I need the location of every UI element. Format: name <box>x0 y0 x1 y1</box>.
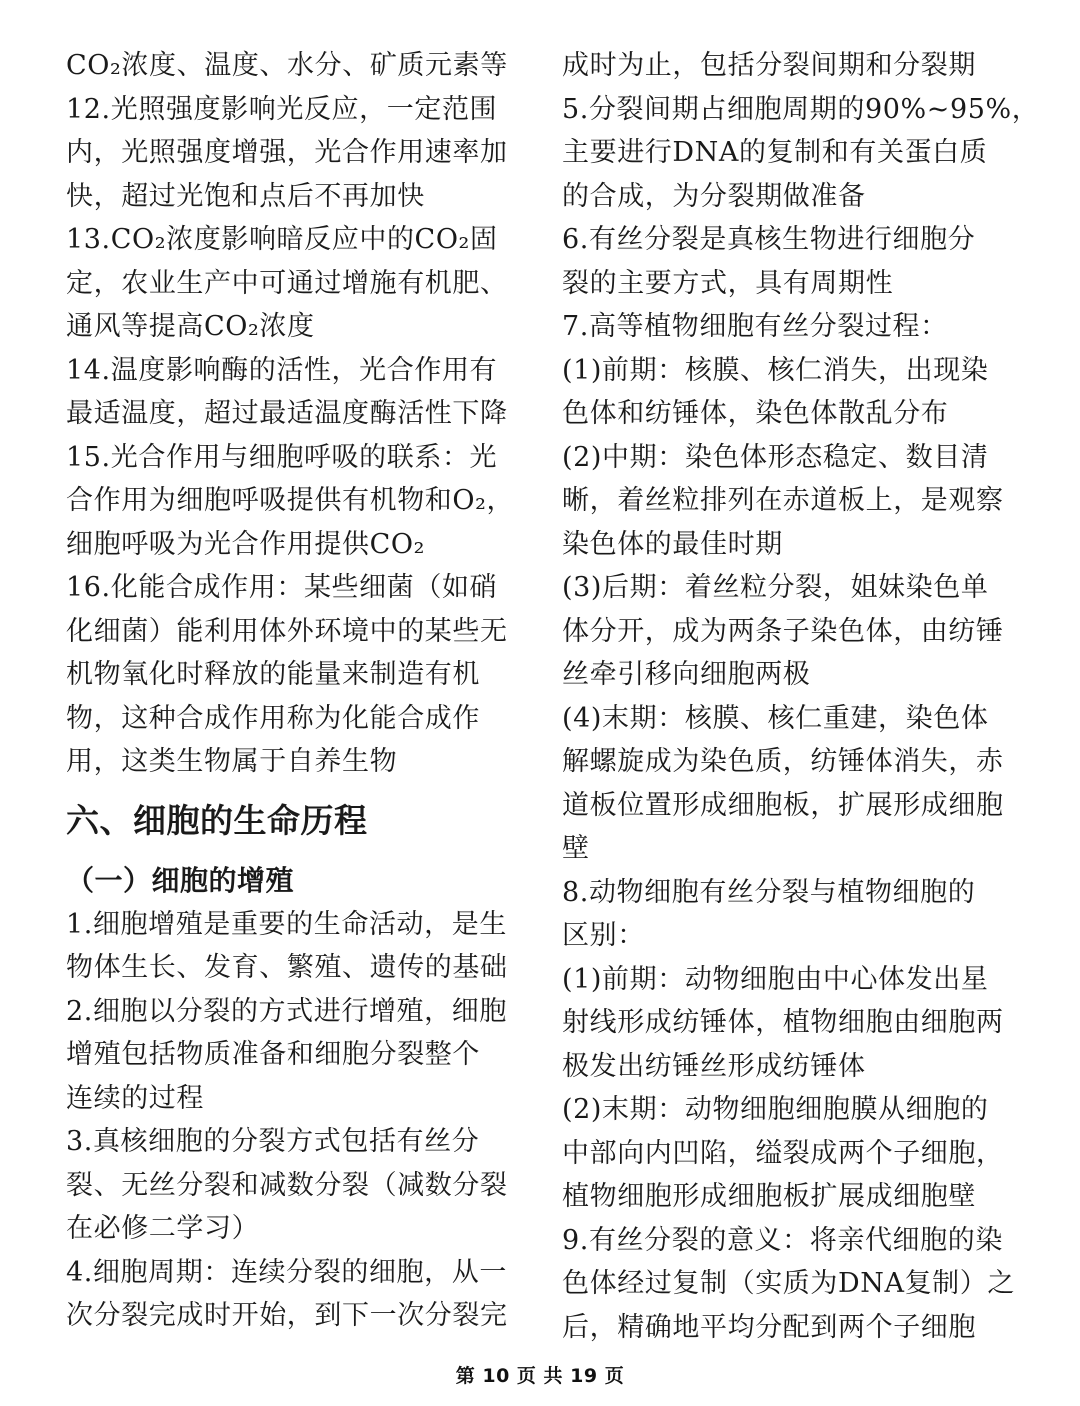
text-line: 快，超过光饱和点后不再加快 <box>66 180 425 212</box>
text-line: 植物细胞形成细胞板扩展成细胞壁 <box>562 1181 976 1212</box>
text-line: 后，精确地平均分配到两个子细胞 <box>562 1311 976 1343</box>
text-line: 合作用为细胞呼吸提供有机物和O₂， <box>66 485 515 516</box>
text-line: 9.有丝分裂的意义：将亲代细胞的染 <box>562 1224 1003 1256</box>
text-line: 用，这类生物属于自养生物 <box>66 746 398 777</box>
page-number: 第 10 页 共 19 页 <box>455 1365 625 1387</box>
text-line: 染色体的最佳时期 <box>562 528 783 560</box>
text-line: 射线形成纺锤体，植物细胞由细胞两 <box>562 1007 1004 1038</box>
text-line: 16.化能合成作用：某些细菌（如硝 <box>66 572 498 603</box>
text-line: 内，光照强度增强，光合作用速率加 <box>66 137 508 168</box>
text-line: 最适温度，超过最适温度酶活性下降 <box>66 398 508 429</box>
text-line: 连续的过程 <box>66 1082 204 1114</box>
text-line: (4)末期：核膜、核仁重建，染色体 <box>562 702 989 734</box>
text-line: (2)末期：动物细胞细胞膜从细胞的 <box>562 1094 989 1125</box>
text-line: 色体和纺锤体，染色体散乱分布 <box>562 398 949 429</box>
text-line: 晰，着丝粒排列在赤道板上，是观察 <box>562 485 1004 516</box>
text-line: 物，这种合成作用称为化能合成作 <box>66 702 480 734</box>
text-line: 1.细胞增殖是重要的生命活动，是生 <box>66 908 507 940</box>
text-line: 在必修二学习） <box>66 1213 260 1244</box>
text-line: 6.有丝分裂是真核生物进行细胞分 <box>562 224 976 255</box>
left-column <box>66 44 528 1338</box>
text-line: 12.光照强度影响光反应，一定范围 <box>66 93 498 125</box>
left-lines-b <box>66 903 528 1338</box>
text-line: 增殖包括物质准备和细胞分裂整个 <box>66 1039 480 1070</box>
text-line: 极发出纺锤丝形成纺锤体 <box>562 1050 866 1082</box>
text-line: 丝牵引移向细胞两极 <box>562 659 811 690</box>
text-line: 色体经过复制（实质为DNA复制）之 <box>562 1268 1015 1299</box>
text-line: 7.高等植物细胞有丝分裂过程： <box>562 311 948 342</box>
text-line: 机物氧化时释放的能量来制造有机 <box>66 659 480 690</box>
text-line: 裂的主要方式，具有周期性 <box>562 267 894 299</box>
text-line: 物体生长、发育、繁殖、遗传的基础 <box>66 952 508 983</box>
text-line: CO₂浓度、温度、水分、矿质元素等 <box>66 50 508 81</box>
text-line: 壁 <box>562 833 590 864</box>
text-line: 解螺旋成为染色质，纺锤体消失，赤 <box>562 746 1004 777</box>
text-line: (1)前期：动物细胞由中心体发出星 <box>562 963 989 995</box>
text-line: 裂、无丝分裂和减数分裂（减数分裂 <box>66 1169 508 1201</box>
text-line: 的合成，为分裂期做准备 <box>562 180 866 212</box>
text-line: 13.CO₂浓度影响暗反应中的CO₂固 <box>66 224 498 255</box>
text-line: 次分裂完成时开始，到下一次分裂完 <box>66 1300 508 1331</box>
right-column <box>562 44 1040 1349</box>
text-line: (2)中期：染色体形态稳定、数目清 <box>562 441 989 473</box>
right-lines <box>562 44 1040 1349</box>
text-line: 4.细胞周期：连续分裂的细胞，从一 <box>66 1256 507 1288</box>
section-heading: 六、细胞的生命历程 <box>66 800 368 840</box>
text-line: 成时为止，包括分裂间期和分裂期 <box>562 50 976 81</box>
text-line: 3.真核细胞的分裂方式包括有丝分 <box>66 1126 480 1157</box>
text-line: 体分开，成为两条子染色体，由纺锤 <box>562 615 1004 647</box>
text-line: 14.温度影响酶的活性，光合作用有 <box>66 354 498 386</box>
text-line: 15.光合作用与细胞呼吸的联系：光 <box>66 441 498 473</box>
text-line: 细胞呼吸为光合作用提供CO₂ <box>66 528 426 560</box>
text-line: 区别： <box>562 920 645 951</box>
text-line: 8.动物细胞有丝分裂与植物细胞的 <box>562 876 976 908</box>
text-line: 定，农业生产中可通过增施有机肥、 <box>66 267 508 299</box>
text-line: (3)后期：着丝粒分裂，姐妹染色单 <box>562 572 989 603</box>
text-line: 主要进行DNA的复制和有关蛋白质 <box>562 137 988 168</box>
subsection-heading: （一）细胞的增殖 <box>66 863 295 897</box>
text-line: 化细菌）能利用体外环境中的某些无 <box>66 615 508 647</box>
text-line: 通风等提高CO₂浓度 <box>66 311 315 342</box>
text-line: 5.分裂间期占细胞周期的90%~95%， <box>562 93 1040 125</box>
left-lines-a <box>66 44 528 784</box>
text-line: 道板位置形成细胞板，扩展形成细胞 <box>562 789 1004 821</box>
text-line: 2.细胞以分裂的方式进行增殖，细胞 <box>66 995 507 1027</box>
text-line: 中部向内凹陷，缢裂成两个子细胞， <box>562 1137 1004 1169</box>
text-line: (1)前期：核膜、核仁消失，出现染 <box>562 354 989 386</box>
